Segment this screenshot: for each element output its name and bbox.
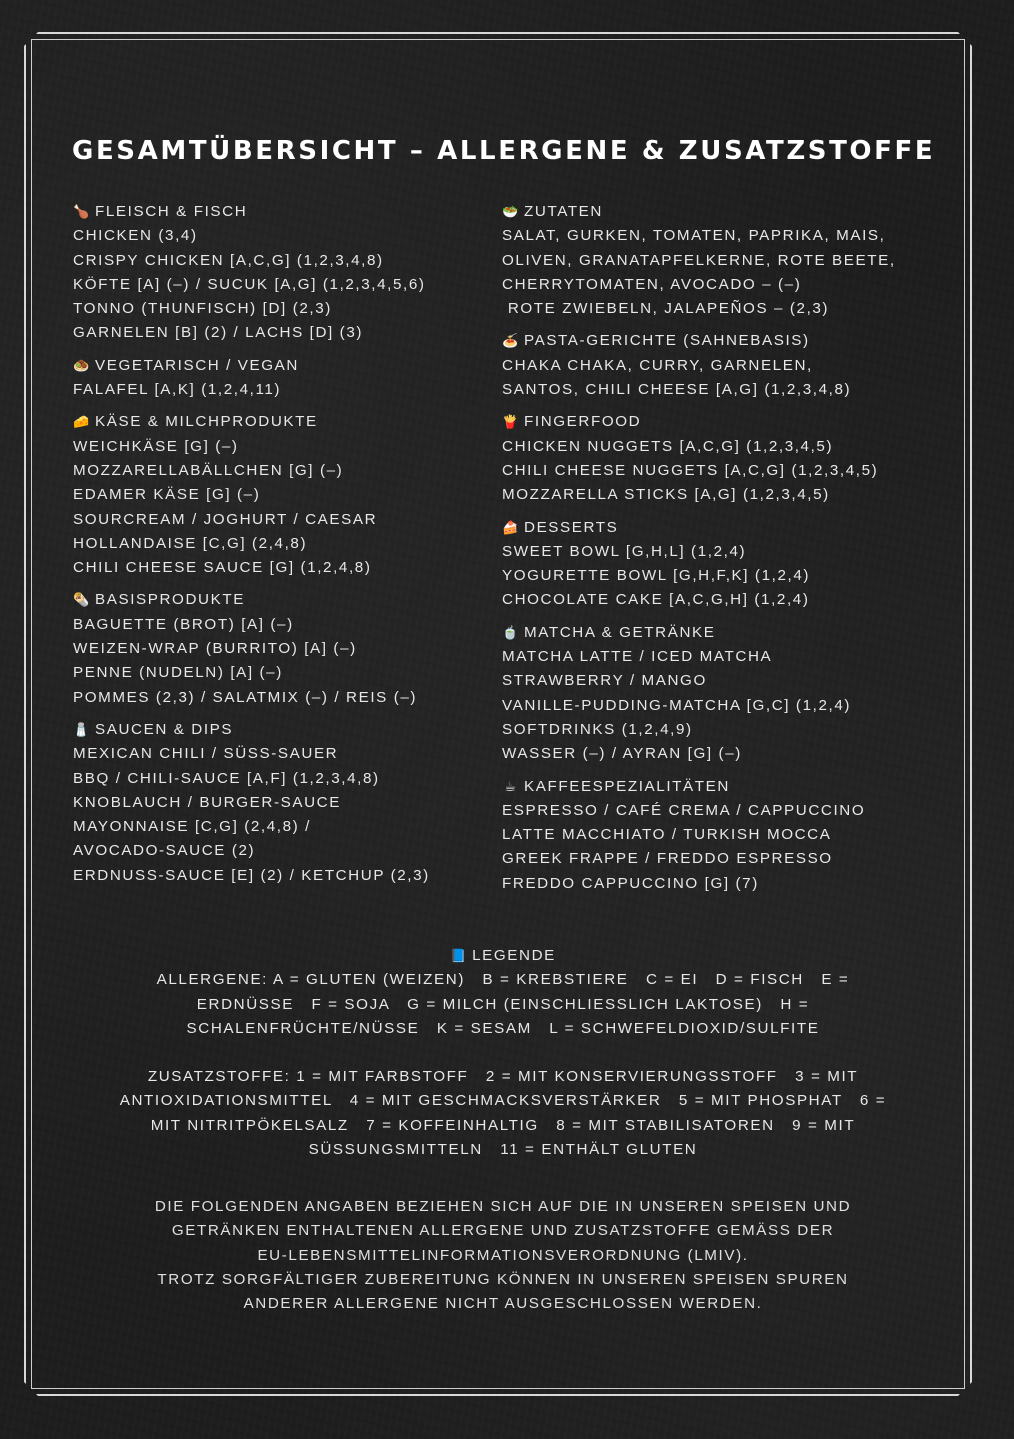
section-heading [73, 588, 473, 612]
matcha-icon: 🍵 [502, 624, 520, 640]
menu-item: SOFTDRINKS (1,2,4,9) [502, 720, 693, 738]
section-heading-label: KAFFEESPEZIALITÄTEN [524, 777, 730, 795]
section-heading-label: MATCHA & GETRÄNKE [524, 623, 716, 641]
menu-item: CHAKA CHAKA, CURRY, GARNELEN, [502, 356, 813, 374]
page-title: GESAMTÜBERSICHT – ALLERGENE & ZUSATZSTOFFE [72, 136, 936, 166]
section-heading-label: VEGETARISCH / VEGAN [95, 356, 299, 374]
menu-item: ERDNUSS-SAUCE [E] (2) / KETCHUP (2,3) [73, 866, 430, 884]
menu-item: SWEET BOWL [G,H,L] (1,2,4) [502, 542, 747, 560]
menu-item: KNOBLAUCH / BURGER-SAUCE [73, 793, 341, 811]
menu-item: PENNE (NUDELN) [A] (–) [73, 664, 283, 682]
legend-heading-label: LEGENDE [472, 947, 556, 964]
menu-section [73, 718, 473, 888]
menu-item: BBQ / CHILI-SAUCE [A,F] (1,2,3,4,8) [73, 769, 380, 787]
menu-item: EDAMER KÄSE [G] (–) [73, 486, 261, 504]
coffee-icon: ☕ [504, 778, 518, 794]
allergene-line: ERDNÜSSE F = SOJA G = MILCH (EINSCHLIESSLICH LAKTOSE) H = [196, 995, 810, 1013]
menu-item: MAYONNAISE [C,G] (2,4,8) / [73, 818, 311, 836]
menu-item: FALAFEL [A,K] (1,2,4,11) [73, 381, 282, 399]
menu-item: STRAWBERRY / MANGO [502, 672, 707, 690]
section-heading-label: DESSERTS [524, 518, 619, 536]
sauce-bottle-icon: 🧂 [73, 721, 91, 737]
pasta-icon: 🍝 [502, 333, 520, 349]
section-heading-label: FINGERFOOD [524, 413, 642, 431]
menu-section [502, 200, 932, 321]
section-heading-label: SAUCEN & DIPS [95, 720, 234, 738]
menu-item: POMMES (2,3) / SALATMIX (–) / REIS (–) [73, 688, 418, 706]
menu-item: MOZZARELLA STICKS [A,G] (1,2,3,4,5) [502, 486, 830, 504]
section-heading-label: PASTA-GERICHTE (SAHNEBASIS) [524, 332, 810, 350]
menu-item: HOLLANDAISE [C,G] (2,4,8) [73, 534, 308, 552]
zusatzstoffe-line: ZUSATZSTOFFE: 1 = MIT FARBSTOFF 2 = MIT KONSERVIERUNGSSTOFF 3 = MIT [147, 1068, 859, 1086]
menu-section [502, 775, 932, 896]
falafel-icon: 🧆 [73, 357, 91, 373]
left-column [73, 200, 473, 896]
drumstick-icon: 🍗 [73, 204, 91, 219]
menu-section [73, 200, 473, 346]
disclaimer-line: EU-LEBENSMITTELINFORMATIONSVERORDNUNG (LMIV). [257, 1246, 749, 1264]
allergene-legend [90, 968, 916, 1041]
disclaimer-line: DIE FOLGENDEN ANGABEN BEZIEHEN SICH AUF DIE IN UNSEREN SPEISEN UND [154, 1198, 852, 1215]
disclaimer-line: ANDERER ALLERGENE NICHT AUSGESCHLOSSEN WERDEN. [243, 1295, 763, 1313]
menu-section [73, 588, 473, 709]
section-heading [73, 354, 473, 378]
legend-heading [90, 944, 916, 968]
menu-item: TONNO (THUNFISCH) [D] (2,3) [73, 300, 332, 318]
zusatzstoffe-legend [90, 1065, 916, 1162]
menu-section [502, 410, 932, 507]
section-heading [502, 775, 932, 799]
section-heading [73, 200, 473, 224]
section-heading [502, 410, 932, 434]
disclaimer-line: GETRÄNKEN ENTHALTENEN ALLERGENE UND ZUSATZSTOFFE GEMÄSS DER [171, 1222, 835, 1240]
menu-item: GREEK FRAPPE / FREDDO ESPRESSO [502, 850, 833, 868]
cheese-icon: 🧀 [73, 414, 91, 430]
menu-section [73, 354, 473, 403]
section-heading [502, 329, 932, 353]
section-heading-label: BASISPRODUKTE [95, 591, 245, 609]
menu-item: YOGURETTE BOWL [G,H,F,K] (1,2,4) [502, 567, 811, 585]
menu-section [502, 516, 932, 613]
section-heading-label: FLEISCH & FISCH [95, 203, 248, 220]
allergene-line: SCHALENFRÜCHTE/NÜSSE K = SESAM L = SCHWEFELDIOXID/SULFITE [186, 1019, 820, 1037]
menu-item: CHERRYTOMATEN, AVOCADO – (–) [502, 275, 802, 293]
wrap-icon: 🌯 [73, 592, 91, 608]
salad-icon: 🥗 [502, 204, 520, 219]
menu-item: FREDDO CAPPUCCINO [G] (7) [502, 874, 759, 892]
zusatzstoffe-line: ANTIOXIDATIONSMITTEL 4 = MIT GESCHMACKSVERSTÄRKER 5 = MIT PHOSPHAT 6 = [119, 1092, 887, 1110]
menu-item: MEXICAN CHILI / SÜSS-SAUER [73, 745, 339, 763]
menu-item: WEIZEN-WRAP (BURRITO) [A] (–) [73, 640, 357, 658]
cake-icon: 🍰 [502, 519, 520, 535]
allergene-line: ALLERGENE: A = GLUTEN (WEIZEN) B = KREBSTIERE C = EI D = FISCH E = [156, 971, 850, 989]
menu-item: CHILI CHEESE SAUCE [G] (1,2,4,8) [73, 559, 372, 577]
section-heading-label: KÄSE & MILCHPRODUKTE [95, 413, 318, 431]
legend-block [90, 944, 916, 1186]
menu-item: CHICKEN NUGGETS [A,C,G] (1,2,3,4,5) [502, 437, 834, 455]
section-heading [502, 621, 932, 645]
menu-item: VANILLE-PUDDING-MATCHA [G,C] (1,2,4) [502, 696, 852, 714]
book-icon: 📘 [450, 948, 468, 963]
menu-item: MATCHA LATTE / ICED MATCHA [502, 648, 773, 666]
menu-item: GARNELEN [B] (2) / LACHS [D] (3) [73, 324, 364, 342]
menu-item: LATTE MACCHIATO / TURKISH MOCCA [502, 826, 832, 844]
menu-item: SANTOS, CHILI CHEESE [A,G] (1,2,3,4,8) [502, 381, 852, 399]
menu-section [502, 621, 932, 767]
menu-item: SALAT, GURKEN, TOMATEN, PAPRIKA, MAIS, [502, 227, 886, 245]
menu-item: CRISPY CHICKEN [A,C,G] (1,2,3,4,8) [73, 251, 384, 269]
menu-item: WEICHKÄSE [G] (–) [73, 437, 239, 455]
section-heading [502, 516, 932, 540]
section-heading [502, 200, 932, 224]
disclaimer-text [90, 1195, 916, 1316]
menu-item: CHOCOLATE CAKE [A,C,G,H] (1,2,4) [502, 591, 810, 609]
menu-item: CHICKEN (3,4) [73, 227, 198, 245]
menu-item: CHILI CHEESE NUGGETS [A,C,G] (1,2,3,4,5) [502, 461, 879, 479]
section-heading-label: ZUTATEN [524, 203, 603, 220]
menu-item: MOZZARELLABÄLLCHEN [G] (–) [73, 461, 344, 479]
right-column [502, 200, 932, 904]
menu-item: ROTE ZWIEBELN, JALAPEÑOS – (2,3) [502, 300, 830, 318]
section-heading [73, 410, 473, 434]
fries-icon: 🍟 [502, 414, 520, 430]
menu-item: BAGUETTE (BROT) [A] (–) [73, 615, 294, 633]
menu-item: ESPRESSO / CAFÉ CREMA / CAPPUCCINO [502, 801, 866, 819]
disclaimer-line: TROTZ SORGFÄLTIGER ZUBEREITUNG KÖNNEN IN UNSEREN SPEISEN SPUREN [157, 1270, 849, 1288]
menu-section [73, 410, 473, 580]
menu-section [502, 329, 932, 402]
menu-item: KÖFTE [A] (–) / SUCUK [A,G] (1,2,3,4,5,6) [73, 275, 426, 293]
menu-item: AVOCADO-SAUCE (2) [73, 842, 256, 860]
menu-item: OLIVEN, GRANATAPFELKERNE, ROTE BEETE, [502, 251, 896, 269]
section-heading [73, 718, 473, 742]
menu-item: WASSER (–) / AYRAN [G] (–) [502, 745, 742, 763]
zusatzstoffe-line: SÜSSUNGSMITTELN 11 = ENTHÄLT GLUTEN [308, 1141, 698, 1159]
zusatzstoffe-line: MIT NITRITPÖKELSALZ 7 = KOFFEINHALTIG 8 = MIT STABILISATOREN 9 = MIT [150, 1116, 856, 1134]
menu-item: SOURCREAM / JOGHURT / CAESAR [73, 510, 378, 528]
